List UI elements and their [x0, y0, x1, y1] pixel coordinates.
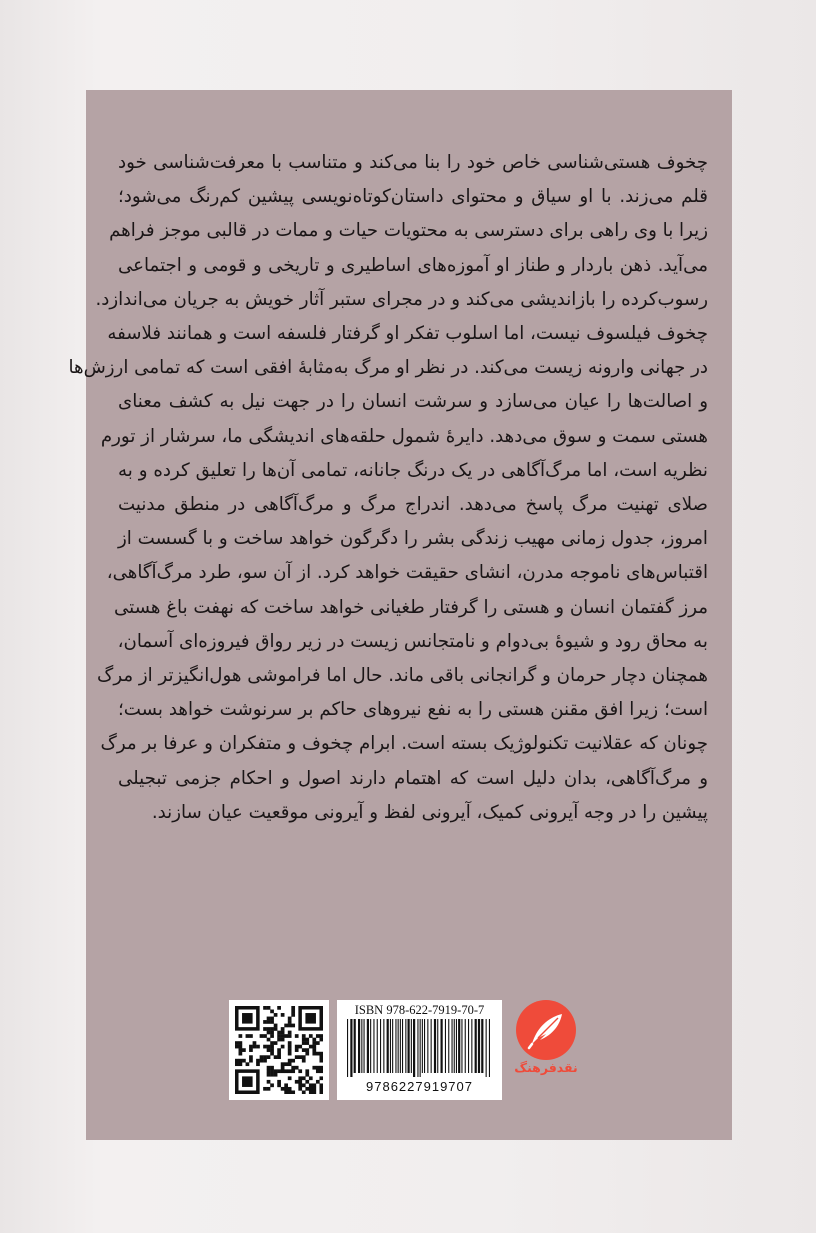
blurb-line: هستی سمت و سوق می‌دهد. دایرهٔ شمول حلقه‌های اندیشگی ما، سرشار از تورم: [100, 425, 708, 447]
blurb-line: صلای تهنیت مرگ پاسخ می‌دهد. اندراج مرگ و مرگ‌آگاهی در منطق مدنیت: [118, 494, 708, 516]
logo-badge: [516, 1000, 576, 1060]
blurb-line: زیرا با وی راهی برای دسترسی به محتویات حیات و ممات در قالبی موجز فراهم: [109, 220, 708, 242]
blurb-line: مرز گفتمان انسان و هستی را گرفتار طغیانی خواهد ساخت که نهفت باغ هستی: [113, 596, 708, 618]
blurb-line: امروز، جدول زمانی مهیب زندگی بشر را دگرگون خواهد ساخت و با گسست از: [118, 528, 708, 550]
blurb-line: چخوف هستی‌شناسی خاص خود را بنا می‌کند و متناسب با معرفت‌شناسی خود: [118, 152, 708, 173]
qr-code-icon: [235, 1006, 323, 1094]
isbn-barcode: [337, 1000, 502, 1100]
isbn-label: ISBN 978-622-7919-70-7: [354, 1003, 485, 1017]
publisher-name: نقدفرهنگ: [514, 1060, 578, 1075]
blurb-line: اقتباس‌های ناموجه مدرن، انشای حقیقت خواهد کرد. از آن سو، طرد مرگ‌آگاهی،: [106, 562, 708, 584]
barcode-digits: 9786227919707: [366, 1079, 473, 1094]
blurb-line: به محاق رود و شیوهٔ بی‌دوام و نامتجانس زیست در زیر رواق فیروزه‌ای آسمان،: [117, 630, 708, 652]
blurb-line: است؛ زیرا افق مقنن هستی را به نفع نیروهای حاکم بر سرنوشت خواهد بست؛: [118, 699, 708, 721]
blurb-line: در جهانی وارونه زیست می‌کند. در نظر او مرگ به‌مثابهٔ افقی است که تمامی ارزش‌ها: [68, 357, 708, 379]
blurb-line: همچنان دچار حرمان و گرانجانی باقی ماند. حال اما فراموشی هول‌انگیزتر از مرگ: [97, 665, 708, 687]
blurb-line: و اصالت‌ها را عیان می‌سازد و سرشت انسان را در جهت نیل به کشف معنای: [118, 391, 708, 413]
blurb-line: نظریه است، اما مرگ‌آگاهی در یک درنگ جانانه، تمامی آن‌ها را تعلیق کرده و به: [118, 459, 708, 481]
publisher-logo: [510, 1000, 582, 1080]
blurb-line: پیشین را در وجه آیرونی کمیک، آیرونی لفظ و آیرونی موقعیت عیان سازند.: [151, 801, 708, 823]
qr-code: [229, 1000, 329, 1100]
blurb-line: رسوب‌کرده را بازاندیشی می‌کند و در مجرای ستبر آثار خویش به جریان می‌اندازد.: [95, 288, 708, 310]
blurb-line: قلم می‌زند. با او سیاق و محتوای داستان‌کوتاه‌نویسی پیشین کم‌رنگ می‌شود؛: [118, 186, 708, 208]
blurb-line: می‌آید. ذهن باردار و طناز او آموزه‌های اساطیری و تاریخی و قومی و اجتماعی: [118, 254, 708, 276]
quill-feather-icon: [516, 1000, 576, 1060]
blurb-line: و مرگ‌آگاهی، بدان دلیل است که اهتمام دارند اصول و احکام جزمی تبجیلی: [118, 767, 708, 789]
blurb-text: [68, 146, 708, 830]
blurb-line: چخوف فیلسوف نیست، اما اسلوب تفکر او گرفتار فلسفه است و همانند فلاسفه: [107, 323, 708, 345]
barcode-icon: [345, 1019, 494, 1077]
blurb-line: چونان که عقلانیت تکنولوژیک بسته است. ابرام چخوف و متفکران و عرفا بر مرگ: [100, 733, 708, 755]
